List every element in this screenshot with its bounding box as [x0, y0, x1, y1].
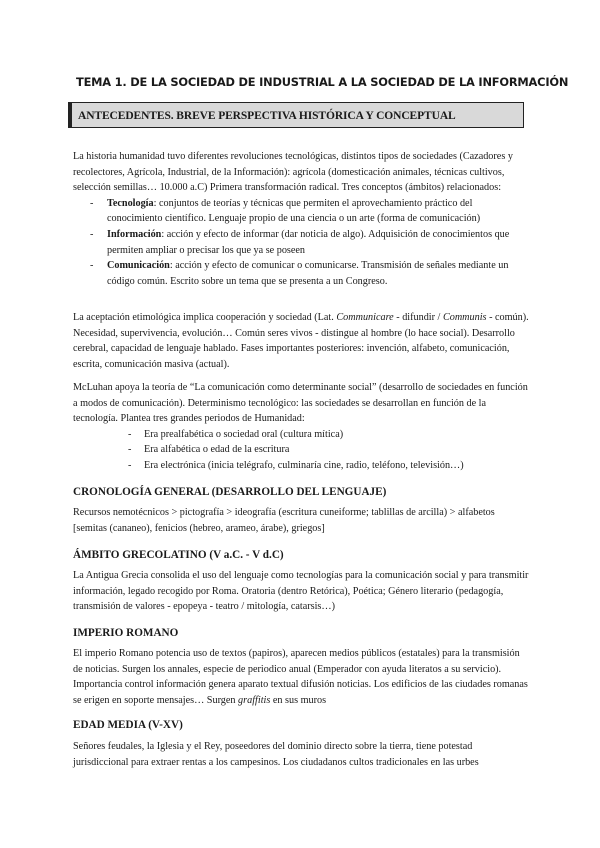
cronologia-paragraph — [73, 505, 529, 536]
bullet-dash: - — [90, 228, 94, 240]
latin-term: Communis — [442, 312, 487, 323]
section-banner-label: ANTECEDENTES. BREVE PERSPECTIVA HISTÓRICA Y CONCEPTUAL — [78, 110, 456, 122]
romano-text: El imperio Romano potencia uso de textos (papiros), aparecen medios públicos (estatales) para la transmisión de noticias. Surgen los annales, especie de periodico anual (Emperador con ayuda literatos a su servicio). Importancia control información genera aparato textual difusión noticias. Los edificios de las ciudades romanas se erigen en soporte mensajes… Surgen — [73, 648, 528, 706]
romano-paragraph — [73, 646, 529, 708]
list-item — [73, 258, 529, 289]
list-item — [73, 427, 529, 443]
grecolatino-text: La Antigua Grecia consolida el uso del lenguaje como tecnologías para la comunicación social y para transmitir información, legado recogido por Roma. Oratoria (dentro Retórica), Poética; Género literario (pedagogía, transmisión de valores - epopeya - teatro / mitología, catarsis…) — [73, 570, 529, 613]
section-banner — [68, 102, 524, 128]
era-text: Era alfabética o edad de la escritura — [144, 444, 290, 456]
bullet-dash: - — [128, 428, 132, 440]
etymology-paragraph — [73, 310, 529, 372]
list-item — [73, 442, 529, 458]
bullet-text: : acción y efecto de comunicar o comunicarse. Transmisión de señales mediante un código común. Escrito sobre un tema que se presenta a un Congreso. — [107, 260, 509, 287]
etymology-text: - difundir / — [393, 312, 443, 323]
romano-tail: en sus muros — [270, 694, 327, 706]
bullet-term: Tecnología — [107, 197, 154, 209]
romano-italic: graffitis — [238, 694, 271, 706]
list-item — [73, 227, 529, 258]
romano-heading: IMPERIO ROMANO — [73, 627, 179, 639]
bullet-text: : conjuntos de teorías y técnicas que permiten el aprovechamiento práctico del conocimiento científico. Lenguaje propio de una ciencia o un arte (forma de comunicación) — [107, 197, 481, 225]
media-text: Señores feudales, la Iglesia y el Rey, poseedores del dominio directo sobre la tierra, tiene potestad jurisdiccional para extraer rentas a los campesinos. Los ciudadanos cultos tradicionales en las urbes — [73, 741, 479, 768]
intro-section — [73, 149, 529, 289]
bullet-dash: - — [90, 260, 94, 272]
media-paragraph — [73, 739, 529, 770]
list-item — [73, 458, 529, 474]
cronologia-text: Recursos nemotécnicos > pictografía > ideografía (escritura cuneiforme; tablillas de arcilla) > alfabetos [semitas (cananeo), fenicios (hebreo, arameo, árabe), griegos] — [73, 507, 495, 534]
bullet-dash: - — [128, 444, 132, 456]
cronologia-heading: CRONOLOGÍA GENERAL (DESARROLLO DEL LENGUAJE) — [73, 486, 387, 498]
intro-paragraph: La historia humanidad tuvo diferentes revoluciones tecnológicas, distintos tipos de sociedades (Cazadores y recolectores, Agrícola, Industrial, de la Información): agrícola (domesticación animales, técnicas cultivos, selección semillas… 10.000 a.C) Primera transformación radical. Tres conceptos (ámbitos) relacionados: — [73, 151, 513, 194]
etymology-text: La aceptación etimológica implica cooperación y sociedad (Lat. — [73, 312, 337, 323]
mcluhan-section — [73, 380, 529, 474]
era-text: Era electrónica (inicia telégrafo, culminaría cine, radio, teléfono, televisión…) — [144, 459, 464, 471]
latin-term: Communicare — [336, 312, 394, 323]
mcluhan-paragraph: McLuhan apoya la teoría de “La comunicación como determinante social” (desarrollo de sociedades en función a modos de comunicación). Determinismo tecnológico: las sociedades se desarrollan en función de la tecnología. Plantea tres grandes periodos de Humanidad: — [73, 382, 528, 425]
era-text: Era prealfabética o sociedad oral (cultura mítica) — [144, 428, 344, 440]
bullet-term: Información — [107, 228, 162, 240]
grecolatino-paragraph — [73, 568, 529, 615]
bullet-text: : acción y efecto de informar (dar noticia de algo). Adquisición de conocimientos que permiten ampliar o precisar los que ya se poseen — [107, 228, 510, 256]
grecolatino-heading: ÁMBITO GRECOLATINO (V a.C. - V d.C) — [73, 549, 284, 561]
bullet-dash: - — [90, 197, 94, 209]
bullet-term: Comunicación — [107, 260, 170, 272]
media-heading: EDAD MEDIA (V-XV) — [73, 719, 183, 731]
list-item — [73, 196, 529, 227]
bullet-dash: - — [128, 459, 132, 471]
etymology-text: - común). Necesidad, supervivencia, evolución… Común seres vivos - distingue al hombre (lo hace social). Desarrollo cerebral, capacidad de lenguaje hablado. Fases importantes posteriores: invención, alfabeto, comunicación, escrita, comunicación masiva (actual). — [73, 312, 529, 370]
document-title: TEMA 1. DE LA SOCIEDAD DE INDUSTRIAL A LA SOCIEDAD DE LA INFORMACIÓN — [76, 75, 569, 89]
